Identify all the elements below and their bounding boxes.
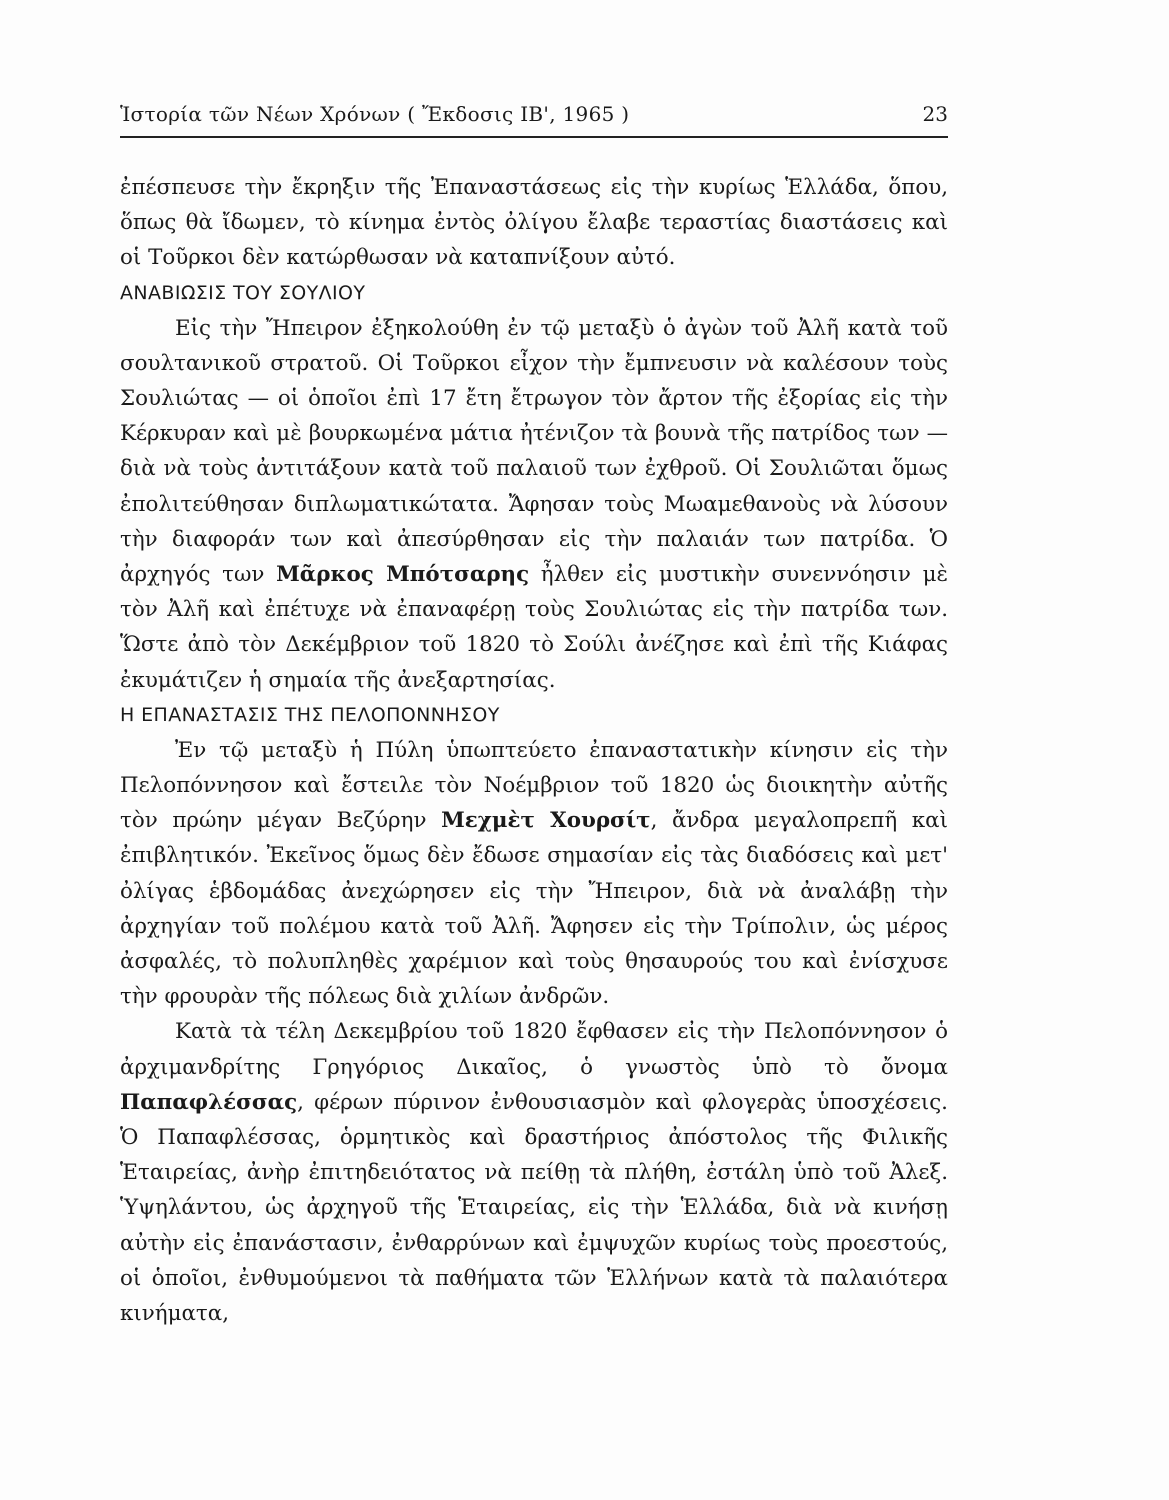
bold-name-chursit: Μεχμὲτ Χουρσίτ [441, 808, 651, 834]
paragraph-souli [120, 311, 948, 698]
paragraph-text: , φέρων πύρινον ἐνθουσιασμὸν καὶ φλογερὰς ὑποσχέσεις. Ὁ Παπαφλέσσας, ὁρμητικὸς καὶ δραστήριος ἀπόστολος τῆς Φιλικῆς Ἑταιρείας, ἀνὴρ ἐπιτηδειότατος νὰ πείθῃ τὰ πλήθη, ἐστάλη ὑπὸ τοῦ Ἀλεξ. Ὑψηλάντου, ὡς ἀρχηγοῦ τῆς Ἑταιρείας, εἰς τὴν Ἑλλάδα, διὰ νὰ κινήσῃ αὐτὴν εἰς ἐπανάστασιν, ἐνθαρρύνων καὶ ἐμψυχῶν κυρίως τοὺς προεστούς, οἱ ὁποῖοι, ἐνθυμούμενοι τὰ παθήματα τῶν Ἑλλήνων κατὰ τὰ παλαιότερα κινήματα, [120, 1089, 948, 1327]
paragraph-text: Κατὰ τὰ τέλη Δεκεμβρίου τοῦ 1820 ἔφθασεν εἰς τὴν Πελοπόννησον ὁ ἀρχιμανδρίτης Γρηγόριος Δικαῖος, ὁ γνωστὸς ὑπὸ τὸ ὄνομα [120, 1019, 948, 1080]
paragraph-text: ἦλθεν εἰς μυστικὴν συνεννόησιν μὲ τὸν Ἀλῆ καὶ ἐπέτυχε νὰ ἐπαναφέρῃ τοὺς Σουλιώτας εἰς τὴν πατρίδα των. Ὥστε ἀπὸ τὸν Δεκέμβριον τοῦ 1820 τὸ Σούλι ἀνέζησε καὶ ἐπὶ τῆς Κιάφας ἐκυμάτιζεν ἡ σημαία τῆς ἀνεξαρτησίας. [120, 562, 948, 693]
running-header [120, 96, 948, 138]
bold-name-botsaris: Μᾶρκος Μπότσαρης [276, 562, 530, 588]
page-number: 23 [922, 102, 948, 126]
header-title: Ἱστορία τῶν Νέων Χρόνων ( Ἔκδοσις ΙΒ', 1965 ) [120, 102, 630, 126]
body-text [120, 170, 948, 1331]
paragraph-pyli [120, 733, 948, 1015]
section-heading-souli: ΑΝΑΒΙΩΣΙΣ ΤΟΥ ΣΟΥΛΙΟΥ [120, 281, 366, 304]
paragraph-text: , ἄνδρα μεγαλοπρεπῆ καὶ ἐπιβλητικόν. Ἐκεῖνος ὅμως δὲν ἔδωσε σημασίαν εἰς τὰς διαδόσεις καὶ μετ' ὀλίγας ἑβδομάδας ἀνεχώρησεν εἰς τὴν Ἤπειρον, διὰ νὰ ἀναλάβῃ τὴν ἀρχηγίαν τοῦ πολέμου κατὰ τοῦ Ἀλῆ. Ἄφησεν εἰς τὴν Τρίπολιν, ὡς μέρος ἀσφαλές, τὸ πολυπληθὲς χαρέμιον καὶ τοὺς θησαυρούς του καὶ ἐνίσχυσε τὴν φρουρὰν τῆς πόλεως διὰ χιλίων ἀνδρῶν. [120, 808, 948, 1010]
bold-name-papaflessas: Παπαφλέσσας [120, 1089, 298, 1115]
paragraph-text: Ἐν τῷ μεταξὺ ἡ Πύλη ὑπωπτεύετο ἐπαναστατικὴν κίνησιν εἰς τὴν Πελοπόννησον καὶ ἔστειλε τὸν Νοέμβριον τοῦ 1820 ὡς διοικητὴν αὐτῆς τὸν πρώην μέγαν Βεζύρην [120, 737, 948, 834]
section-heading-peloponnisos: Η ΕΠΑΝΑΣΤΑΣΙΣ ΤΗΣ ΠΕΛΟΠΟΝΝΗΣΟΥ [120, 703, 500, 726]
paragraph-continuation: ἐπέσπευσε τὴν ἔκρηξιν τῆς Ἐπαναστάσεως εἰς τὴν κυρίως Ἑλλάδα, ὅπου, ὅπως θὰ ἴδωμεν, τὸ κίνημα ἐντὸς ὀλίγου ἔλαβε τεραστίας διαστάσεις καὶ οἱ Τοῦρκοι δὲν κατώρθωσαν νὰ καταπνίξουν αὐτό. [120, 175, 948, 271]
paragraph-papaflessas [120, 1014, 948, 1331]
paragraph-text: Εἰς τὴν Ἤπειρον ἐξηκολούθη ἐν τῷ μεταξὺ ὁ ἀγὼν τοῦ Ἀλῆ κατὰ τοῦ σουλτανικοῦ στρατοῦ. Οἱ Τοῦρκοι εἶχον τὴν ἔμπνευσιν νὰ καλέσουν τοὺς Σουλιώτας — οἱ ὁποῖοι ἐπὶ 17 ἔτη ἔτρωγον τὸν ἄρτον τῆς ἐξορίας εἰς τὴν Κέρκυραν καὶ μὲ βουρκωμένα μάτια ἠτένιζον τὰ βουνὰ τῆς πατρίδος των — διὰ νὰ τοὺς ἀντιτάξουν κατὰ τοῦ παλαιοῦ των ἐχθροῦ. Οἱ Σουλιῶται ὅμως ἐπολιτεύθησαν διπλωματικώτατα. Ἄφησαν τοὺς Μωαμεθανοὺς νὰ λύσουν τὴν διαφοράν των καὶ ἀπεσύρθησαν εἰς τὴν παλαιάν των πατρίδα. Ὁ ἀρχηγός των [120, 315, 948, 588]
